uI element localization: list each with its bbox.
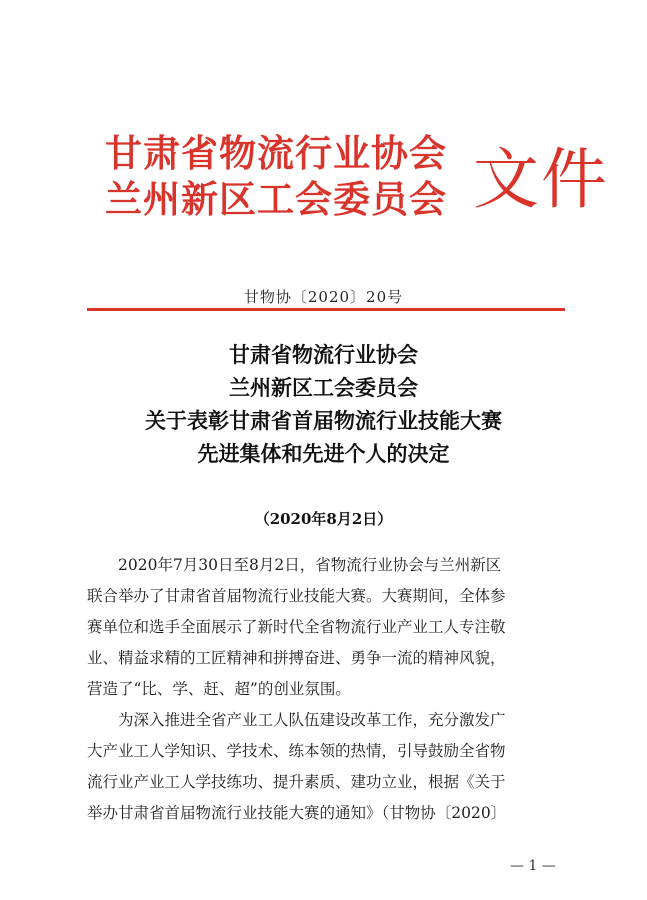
red-header [105, 130, 609, 230]
paragraph-2-line: 举办甘肃省首届物流行业技能大赛的通知》（甘物协〔2020〕 [87, 804, 507, 822]
title-line-4: 先进集体和先进个人的决定 [197, 441, 450, 466]
paragraph-2-line: 大产业工人学知识、学技术、练本领的热情，引导鼓励全省物 [87, 742, 506, 760]
document-date: （2020年8月2日） [254, 510, 393, 528]
document-word: 文件 [473, 141, 609, 218]
org-name-2: 兰州新区工会委员会 [105, 177, 447, 221]
title-line-3: 关于表彰甘肃省首届物流行业技能大赛 [145, 408, 502, 433]
paragraph-1-line: 赛单位和选手全面展示了新时代全省物流行业产业工人专注敬 [87, 618, 506, 636]
paragraph-2-line: 流行业产业工人学技练功、提升素质、建功立业，根据《关于 [87, 773, 506, 791]
paragraph-2 [87, 705, 565, 829]
title-line-1: 甘肃省物流行业协会 [229, 342, 418, 367]
issuing-organizations [105, 130, 465, 222]
paragraph-1-line: 2020年7月30日至8月2日，省物流行业协会与兰州新区 [118, 556, 502, 574]
paragraph-2-line: 为深入推进全省产业工人队伍建设改革工作，充分激发广 [118, 711, 506, 729]
red-divider [87, 308, 565, 311]
paragraph-1-line: 业、精益求精的工匠精神和拼搏奋进、勇争一流的精神风貌， [87, 649, 506, 667]
page-number: — 1 — [510, 858, 556, 874]
document-number: 甘物协〔2020〕20号 [243, 288, 404, 306]
paragraph-1-line: 联合举办了甘肃省首届物流行业技能大赛。大赛期间，全体参 [87, 587, 506, 605]
title-line-2: 兰州新区工会委员会 [229, 375, 418, 400]
body-text [87, 550, 565, 829]
paragraph-1-line: 营造了“比、学、赶、超”的创业氛围。 [87, 680, 351, 698]
org-name-1: 甘肃省物流行业协会 [105, 131, 447, 175]
document-title [0, 338, 647, 470]
paragraph-1 [87, 550, 565, 705]
